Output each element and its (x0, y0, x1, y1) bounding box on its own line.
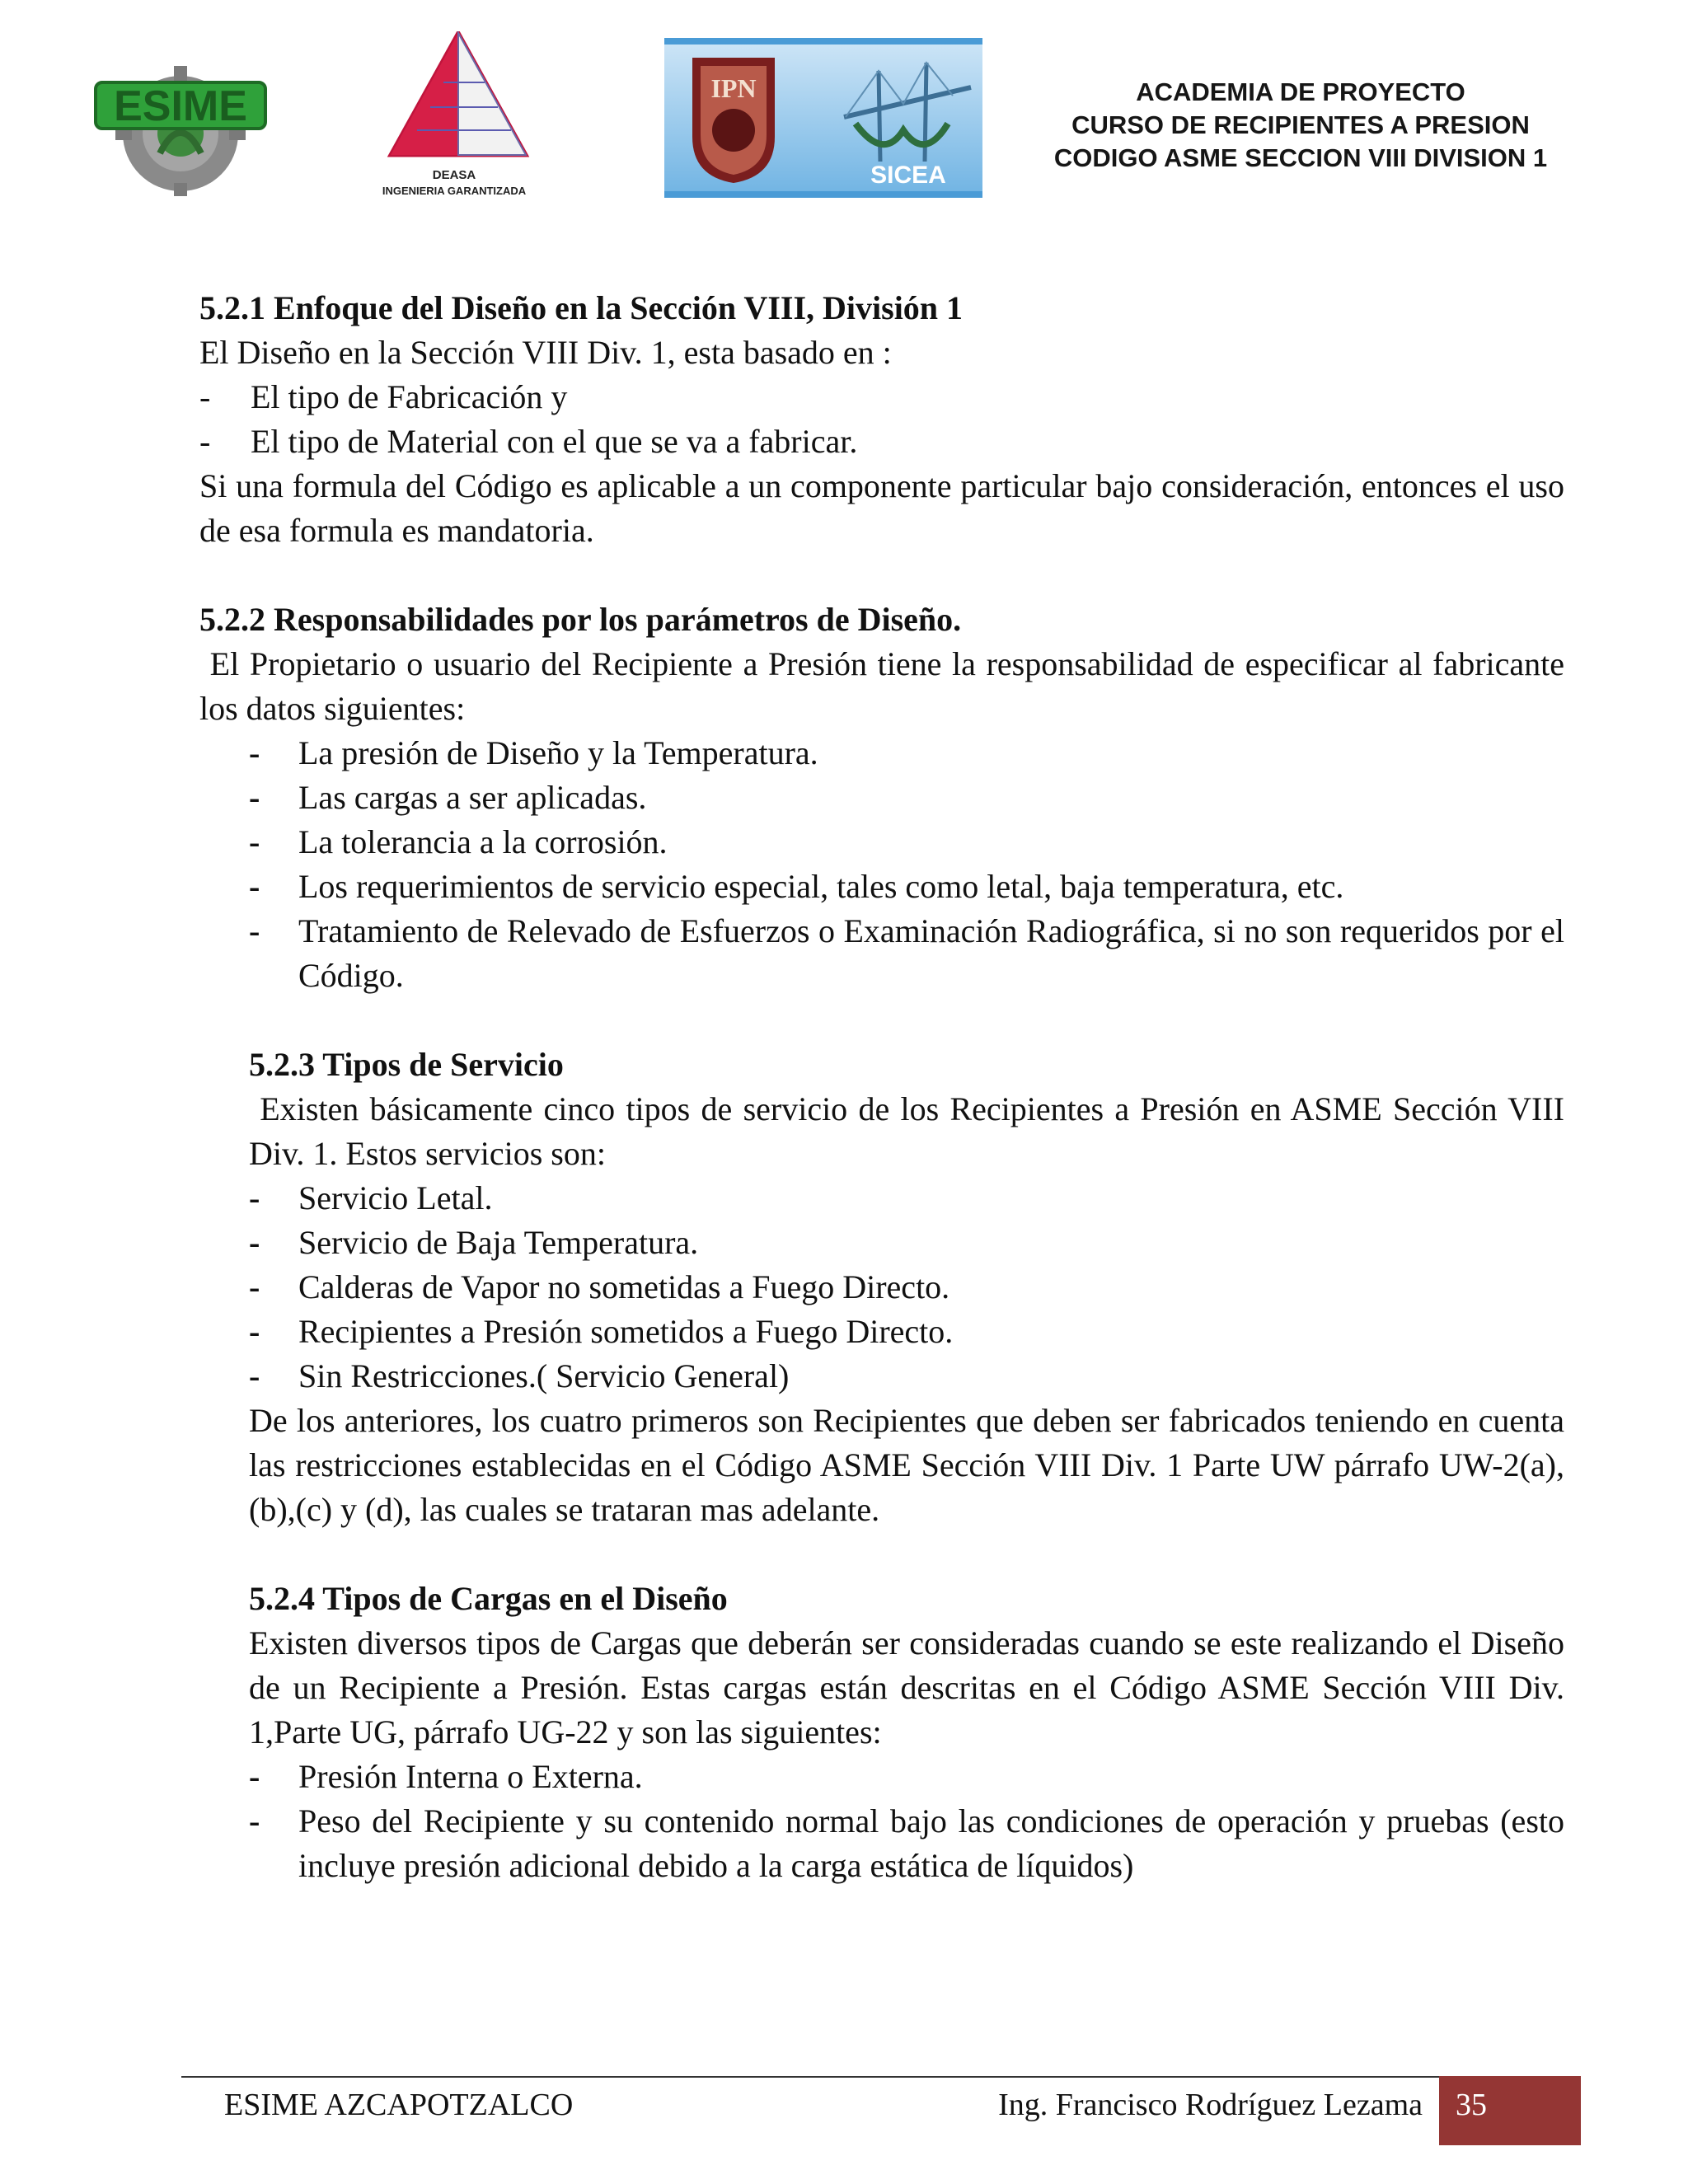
list-item: - Peso del Recipiente y su contenido normal bajo las condiciones de operación y pruebas (esto incluye presión adicional debido a la carga estática de líquidos) (249, 1799, 1564, 1888)
deasa-logo (361, 31, 547, 201)
dash-bullet: - (249, 823, 260, 860)
subsection-block (249, 1043, 1573, 1176)
list-item: - La tolerancia a la corrosión. (249, 820, 1564, 865)
bullet-list (199, 375, 1564, 464)
section-heading: 5.2.4 Tipos de Cargas en el Diseño (249, 1580, 728, 1617)
dash-bullet: - (199, 378, 211, 415)
bullet-list (249, 731, 1564, 998)
dash-bullet: - (249, 1357, 260, 1394)
list-item: - Sin Restricciones.( Servicio General) (249, 1354, 1564, 1399)
paragraph: Existen diversos tipos de Cargas que deberán ser consideradas cuando se este realizando el Diseño de un Recipiente a Presión. Estas cargas están descritas en el Código ASME Sección VIII Div. 1,Parte UG, párrafo UG-22 y son las siguientes: (249, 1624, 1564, 1750)
dash-bullet: - (249, 868, 260, 905)
subsection-block (249, 1399, 1564, 1532)
dash-bullet: - (199, 423, 211, 460)
dash-bullet: - (249, 1758, 260, 1795)
svg-text:IPN: IPN (710, 73, 757, 103)
list-item: - Servicio de Baja Temperatura. (249, 1221, 1564, 1265)
paragraph: Existen básicamente cinco tipos de servicio de los Recipientes a Presión en ASME Sección VIII Div. 1. Estos servicios son: (249, 1090, 1573, 1172)
dash-bullet: - (249, 1224, 260, 1261)
dash-bullet: - (249, 734, 260, 771)
dash-bullet: - (249, 912, 260, 949)
list-item: - Servicio Letal. (249, 1176, 1564, 1221)
list-item: - El tipo de Material con el que se va a fabricar. (199, 419, 1564, 464)
paragraph: El Propietario o usuario del Recipiente a Presión tiene la responsabilidad de especificar al fabricante los datos siguientes: (199, 645, 1573, 727)
header-line-code: CODIGO ASME SECCION VIII DIVISION 1 (1053, 143, 1548, 172)
svg-text:ESIME: ESIME (114, 82, 247, 130)
esime-logo (92, 54, 269, 196)
paragraph: Si una formula del Código es aplicable a un componente particular bajo consideración, entonces el uso de esa formula es mandatoria. (199, 467, 1564, 549)
list-item: - Tratamiento de Relevado de Esfuerzos o Examinación Radiográfica, si no son requeridos por el Código. (249, 909, 1564, 998)
list-item: - Recipientes a Presión sometidos a Fuego Directo. (249, 1310, 1564, 1354)
header-line-course: CURSO DE RECIPIENTES A PRESION (1071, 110, 1530, 139)
list-item: - El tipo de Fabricación y (199, 375, 1564, 419)
section-heading: 5.2.1 Enfoque del Diseño en la Sección VIII, División 1 (199, 289, 964, 326)
page-number-box (1439, 2076, 1581, 2145)
list-item: - Los requerimientos de servicio especial, tales como letal, baja temperatura, etc. (249, 865, 1564, 909)
section-heading: 5.2.2 Responsabilidades por los parámetros de Diseño. (199, 601, 962, 638)
list-item: - Presión Interna o Externa. (249, 1755, 1564, 1799)
dash-bullet: - (249, 1268, 260, 1305)
ipn-shield (692, 58, 775, 183)
bullet-list (249, 1755, 1564, 1888)
list-item: - Las cargas a ser aplicadas. (249, 776, 1564, 820)
ipn-sicea-logo (664, 38, 982, 198)
deasa-logo-tagline: INGENIERIA GARANTIZADA (382, 185, 527, 197)
subsection-block (249, 1577, 1564, 1755)
footer-author: Ing. Francisco Rodríguez Lezama (998, 2088, 1423, 2122)
footer-institution: ESIME AZCAPOTZALCO (224, 2088, 574, 2122)
dash-bullet: - (249, 779, 260, 816)
footer-rule (181, 2076, 1581, 2078)
course-header (987, 76, 1614, 175)
section-heading: 5.2.3 Tipos de Servicio (249, 1046, 564, 1083)
header-line-academy: ACADEMIA DE PROYECTO (1136, 77, 1465, 106)
document-body (199, 286, 1573, 1888)
list-item: - La presión de Diseño y la Temperatura. (249, 731, 1564, 776)
dash-bullet: - (249, 1313, 260, 1350)
bullet-list (249, 1176, 1564, 1399)
page-number: 35 (1456, 2088, 1487, 2122)
deasa-logo-name: DEASA (432, 168, 476, 182)
paragraph: El Diseño en la Sección VIII Div. 1, esta basado en : (199, 334, 892, 371)
dash-bullet: - (249, 1802, 260, 1840)
list-item: - Calderas de Vapor no sometidas a Fuego Directo. (249, 1265, 1564, 1310)
svg-text:SICEA: SICEA (870, 162, 946, 189)
paragraph: De los anteriores, los cuatro primeros son Recipientes que deben ser fabricados teniendo en cuenta las restricciones establecidas en el Código ASME Sección VIII Div. 1 Parte UW párrafo UW-2(a),(b),(c) y (d), las cuales se trataran mas adelante. (249, 1402, 1564, 1528)
dash-bullet: - (249, 1179, 260, 1216)
